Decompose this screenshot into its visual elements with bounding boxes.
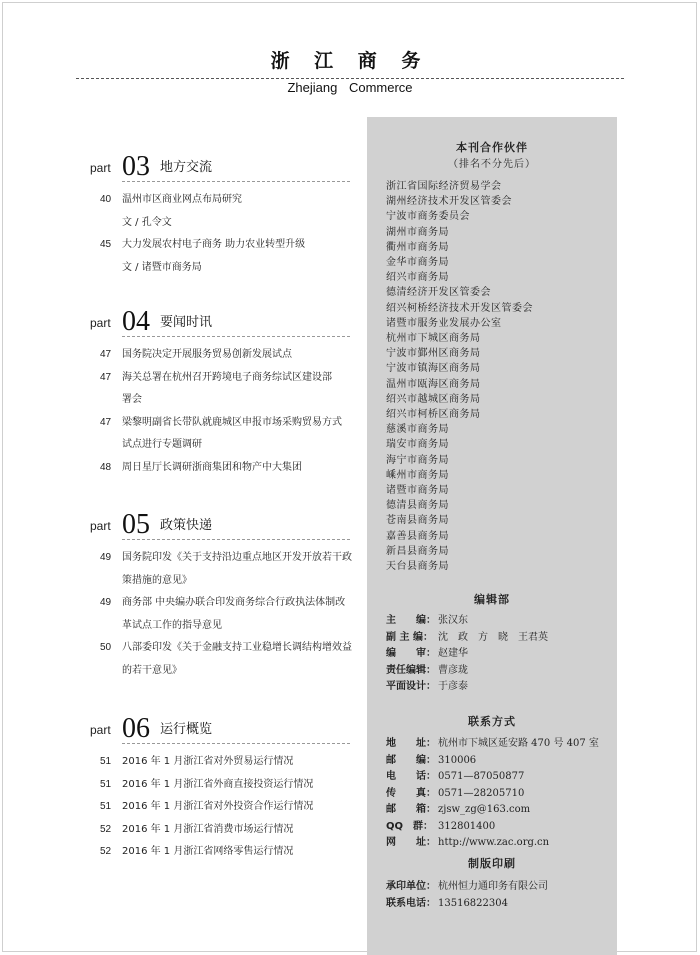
toc-author	[90, 212, 358, 235]
printing-key: 联系电话：	[386, 897, 436, 909]
part-label: part	[90, 161, 111, 175]
editorial-row	[386, 663, 614, 680]
toc-entry[interactable]	[90, 592, 358, 615]
partner-item: 新昌县商务局	[386, 545, 449, 557]
contact-row	[386, 786, 614, 803]
entry-title: 2016 年 1 月浙江省对外投资合作运行情况	[122, 801, 314, 812]
editorial-row	[386, 679, 614, 696]
toc-entry[interactable]	[90, 751, 358, 774]
toc-entry[interactable]	[90, 234, 358, 257]
section-header	[90, 147, 358, 181]
section-divider	[122, 539, 350, 540]
toc-entry[interactable]	[90, 637, 358, 660]
editorial-key: 编 审：	[386, 648, 436, 659]
page-number: 51	[100, 756, 112, 767]
qq-group-value: 312801400	[438, 820, 496, 832]
section-05	[90, 505, 358, 676]
partner-item: 嵊州市商务局	[386, 469, 449, 481]
partner-item: 德清县商务局	[386, 500, 449, 512]
entry-title: 试点进行专题调研	[122, 439, 202, 450]
postcode-value: 310006	[438, 754, 477, 766]
editorial-value: 曹彦珑	[438, 664, 468, 676]
editorial-value: 于彦泰	[438, 681, 468, 692]
contact-key: 地 址：	[386, 738, 436, 749]
entry-title: 海关总署在杭州召开跨境电子商务综试区建设部	[122, 371, 332, 383]
toc-entry-continued[interactable]	[90, 570, 358, 593]
toc-list	[90, 547, 358, 682]
partner-item: 金华市商务局	[386, 257, 449, 269]
printing-row	[386, 879, 614, 896]
section-divider	[122, 743, 350, 744]
editorial-key: 责任编辑：	[386, 664, 436, 676]
page-number: 52	[100, 846, 112, 857]
section-header	[90, 302, 358, 336]
entry-title: 八部委印发《关于金融支持工业稳增长调结构增效益	[122, 642, 352, 653]
partner-item: 嘉善县商务局	[386, 530, 449, 542]
partner-item: 衢州市商务局	[386, 241, 449, 253]
toc-entry[interactable]	[90, 367, 358, 390]
section-03	[90, 147, 358, 273]
section-title: 运行概览	[160, 722, 213, 737]
author-label: 文 / 诸暨市商务局	[122, 261, 202, 273]
entry-title: 2016 年 1 月浙江省对外贸易运行情况	[122, 756, 294, 767]
partner-item: 浙江省国际经济贸易学会	[386, 181, 502, 192]
partner-item: 杭州市下城区商务局	[386, 333, 481, 345]
partners-list	[386, 179, 611, 574]
section-number: 04	[122, 306, 150, 337]
editorial-value: 张汉东	[438, 615, 468, 626]
contact-heading: 联系方式	[468, 715, 516, 728]
partner-item: 宁波市商务委员会	[386, 211, 470, 223]
section-title: 地方交流	[160, 160, 213, 175]
toc-entry-continued[interactable]	[90, 434, 358, 457]
contact-row	[386, 736, 614, 753]
toc-entry[interactable]	[90, 774, 358, 797]
phone-value: 0571—87050877	[438, 771, 525, 782]
partner-item: 诸暨市商务局	[386, 485, 449, 497]
page-number: 47	[100, 371, 112, 383]
printing-list	[386, 879, 614, 912]
partner-item: 绍兴市柯桥区商务局	[386, 409, 481, 421]
section-number: 06	[122, 713, 150, 744]
entry-title: 周日星厅长调研浙商集团和物产中大集团	[122, 461, 302, 473]
printer-value: 杭州恒力通印务有限公司	[438, 881, 548, 892]
entry-title: 国务院印发《关于支持沿边重点地区开发开放若干政	[122, 552, 352, 563]
contact-row	[386, 802, 614, 819]
partner-item: 诸暨市服务业发展办公室	[386, 317, 502, 329]
page-number: 47	[100, 349, 112, 360]
toc-entry-continued[interactable]	[90, 389, 358, 412]
toc-entry-continued[interactable]	[90, 615, 358, 638]
editorial-key: 副 主 编：	[386, 631, 433, 643]
section-header	[90, 505, 358, 539]
toc-entry[interactable]	[90, 344, 358, 367]
contact-row	[386, 819, 614, 836]
entry-title: 梁黎明副省长带队就鹿城区申报市场采购贸易方式	[122, 416, 342, 428]
toc-entry[interactable]	[90, 412, 358, 435]
header-divider	[76, 78, 624, 79]
contact-row	[386, 769, 614, 786]
entry-title: 策措施的意见》	[122, 574, 192, 586]
fax-value: 0571—28205710	[438, 787, 525, 799]
partner-item: 宁波市镇海区商务局	[386, 363, 481, 375]
editorial-key: 平面设计：	[386, 681, 436, 692]
contact-row	[386, 835, 614, 852]
contact-key: QQ 群：	[386, 820, 434, 832]
printer-phone-value: 13516822304	[438, 897, 508, 909]
toc-entry[interactable]	[90, 819, 358, 842]
contact-row	[386, 753, 614, 770]
section-title: 要闻时讯	[160, 315, 213, 330]
partner-item: 湖州市商务局	[386, 226, 449, 238]
page-number: 50	[100, 642, 112, 653]
page-number: 47	[100, 416, 112, 428]
partner-item: 天台县商务局	[386, 561, 449, 573]
entry-title: 革试点工作的指导意见	[122, 619, 222, 631]
entry-title: 2016 年 1 月浙江省网络零售运行情况	[122, 846, 294, 857]
partner-item: 苍南县商务局	[386, 515, 449, 527]
info-panel	[367, 117, 617, 955]
partners-subheading: （排名不分先后）	[448, 159, 536, 170]
entry-title: 商务部 中央编办联合印发商务综合行政执法体制改	[122, 597, 346, 608]
editorial-row	[386, 630, 614, 647]
contact-key: 传 真：	[386, 787, 436, 799]
section-06	[90, 709, 358, 857]
partner-item: 瑞安市商务局	[386, 439, 449, 451]
editorial-key: 主 编：	[386, 615, 436, 626]
editorial-row	[386, 646, 614, 663]
section-title: 政策快递	[160, 518, 213, 533]
partner-item: 温州市瓯海区商务局	[386, 378, 481, 390]
page-number: 51	[100, 801, 112, 812]
toc-entry[interactable]	[90, 189, 358, 212]
section-header	[90, 709, 358, 743]
partner-item: 宁波市鄞州区商务局	[386, 348, 481, 360]
section-divider	[122, 181, 350, 182]
entry-title: 2016 年 1 月浙江省消费市场运行情况	[122, 823, 294, 835]
section-number: 03	[122, 151, 150, 182]
entry-title: 大力发展农村电子商务 助力农业转型升级	[122, 239, 306, 250]
website-link[interactable]: http://www.zac.org.cn	[438, 837, 550, 848]
contact-key: 邮 编：	[386, 754, 436, 766]
email-value[interactable]: zjsw_zg@163.com	[438, 804, 531, 815]
toc-entry[interactable]	[90, 547, 358, 570]
editorial-row	[386, 613, 614, 630]
editorial-list	[386, 613, 614, 696]
printing-heading: 制版印刷	[468, 857, 516, 870]
magazine-subtitle: Zhejiang Commerce	[287, 80, 413, 95]
toc-entry[interactable]	[90, 841, 358, 864]
entry-title: 署会	[122, 394, 142, 405]
partner-item: 绍兴市商务局	[386, 272, 449, 284]
page-number: 40	[100, 194, 112, 205]
contact-list	[386, 736, 614, 852]
magazine-title: 浙 江 商 务	[270, 50, 430, 72]
partner-item: 湖州经济技术开发区管委会	[386, 196, 512, 208]
page-number: 48	[100, 461, 112, 473]
toc-entry[interactable]	[90, 457, 358, 480]
section-04	[90, 302, 358, 473]
contact-key: 邮 箱：	[386, 804, 436, 815]
address-value: 杭州市下城区延安路 470 号 407 室	[438, 738, 599, 749]
editorial-heading: 编辑部	[474, 593, 510, 606]
partner-item: 海宁市商务局	[386, 454, 449, 466]
toc-entry[interactable]	[90, 796, 358, 819]
contact-key: 电 话：	[386, 771, 436, 782]
partner-item: 绍兴柯桥经济技术开发区管委会	[386, 302, 533, 314]
page-number: 45	[100, 239, 112, 250]
editorial-value: 赵建华	[438, 648, 468, 659]
part-label: part	[90, 316, 111, 330]
partner-item: 慈溪市商务局	[386, 424, 449, 436]
printing-key: 承印单位：	[386, 881, 436, 892]
partner-item: 绍兴市越城区商务局	[386, 393, 481, 405]
entry-title: 温州市区商业网点布局研究	[122, 194, 242, 205]
section-number: 05	[122, 509, 150, 540]
page-number: 49	[100, 552, 112, 563]
toc-list	[90, 344, 358, 479]
part-label: part	[90, 723, 111, 737]
editorial-value: 沈 政 方 晓 王君英	[438, 631, 548, 643]
printing-row	[386, 896, 614, 913]
partners-heading: 本刊合作伙伴	[456, 141, 528, 154]
partner-item: 德清经济开发区管委会	[386, 287, 491, 299]
toc-list	[90, 751, 358, 864]
section-divider	[122, 336, 350, 337]
author-label: 文 / 孔令文	[122, 216, 172, 228]
page-number: 49	[100, 597, 112, 608]
part-label: part	[90, 519, 111, 533]
toc-entry-continued[interactable]	[90, 660, 358, 683]
entry-title: 2016 年 1 月浙江省外商直接投资运行情况	[122, 778, 314, 790]
page-number: 51	[100, 778, 112, 790]
toc-author	[90, 257, 358, 280]
entry-title: 的若干意见》	[122, 664, 182, 676]
page-number: 52	[100, 823, 112, 835]
contact-key: 网 址：	[386, 837, 436, 848]
entry-title: 国务院决定开展服务贸易创新发展试点	[122, 349, 292, 360]
toc-list	[90, 189, 358, 279]
